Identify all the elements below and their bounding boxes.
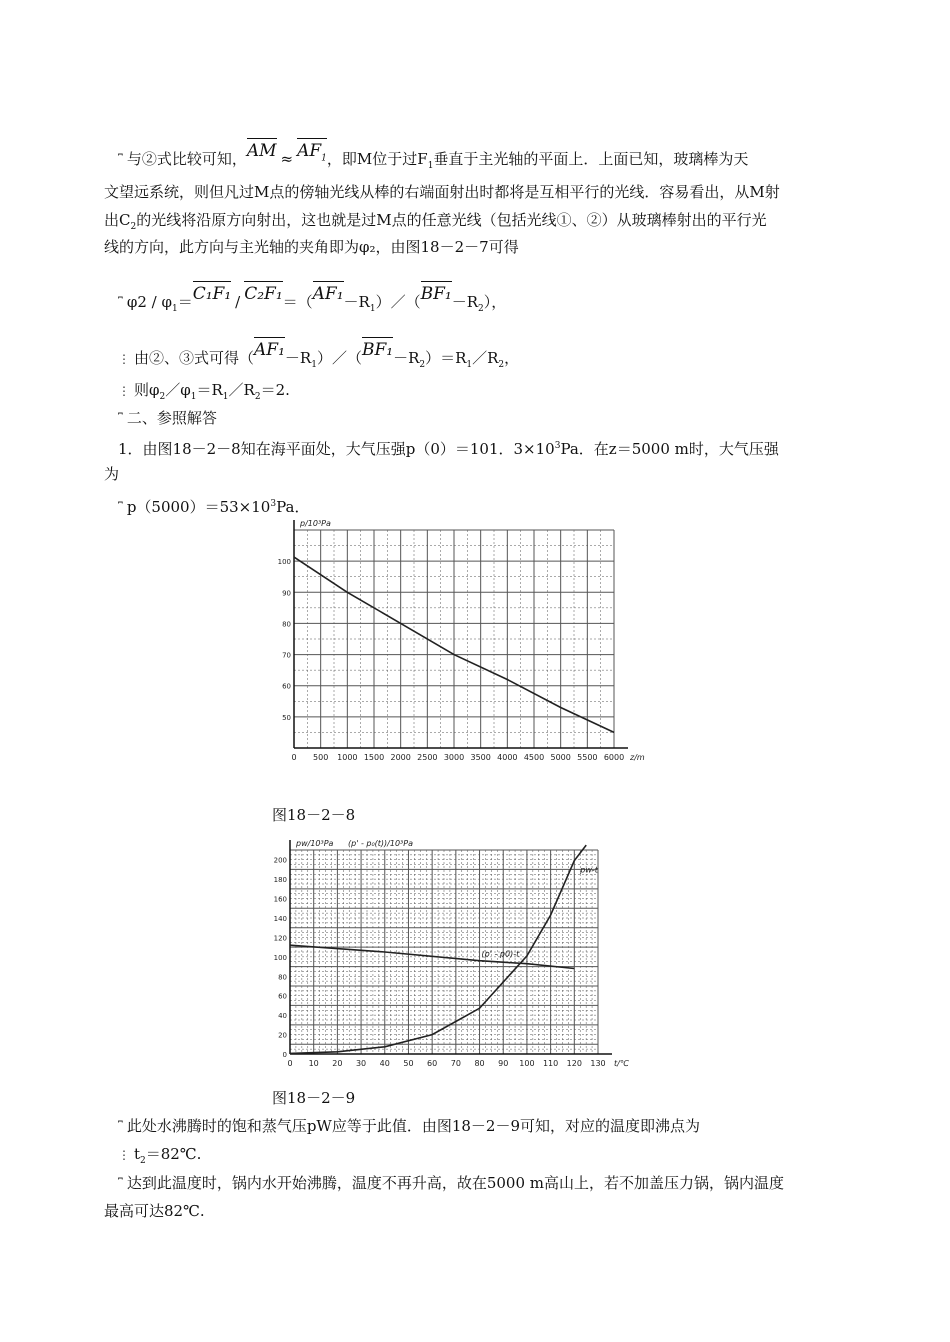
y-tick-label: 120 bbox=[273, 934, 287, 943]
x-tick-label: 5500 bbox=[577, 753, 598, 762]
text: ， bbox=[504, 349, 520, 367]
y-axis-label: p/10³Pa bbox=[300, 519, 331, 528]
x-axis-label: z/m bbox=[630, 753, 645, 762]
x-tick-label: 50 bbox=[403, 1059, 414, 1068]
paragraph-marker: ⎴ bbox=[118, 412, 123, 426]
text: 1．由图18－2－8知在海平面处，大气压强p（0）＝101．3×10 bbox=[118, 440, 555, 458]
paragraph-marker: ⎴ bbox=[118, 1177, 123, 1191]
paragraph-marker: ⎴ bbox=[118, 153, 123, 167]
x-tick-label: 6000 bbox=[603, 753, 625, 762]
section-heading bbox=[118, 408, 217, 429]
paragraph-line-6 bbox=[118, 1144, 201, 1171]
sub: 2 bbox=[159, 392, 166, 402]
text: 此处水沸腾时的饱和蒸气压pW应等于此值．由图18－2－9可知，对应的温度即沸点为 bbox=[126, 1117, 701, 1135]
y-tick-label: 180 bbox=[273, 876, 287, 885]
text: 文望远系统，则但凡过M点的傍轴光线从棒的右端面射出时都将是互相平行的光线．容易看出，从M射 bbox=[104, 183, 780, 201]
sub: 2 bbox=[419, 360, 426, 370]
text: 达到此温度时，锅内水开始沸腾，温度不再升高，故在5000 m高山上，若不加盖压力锅，锅内温度 bbox=[126, 1174, 784, 1192]
text: 由②、③式可得（ bbox=[134, 349, 255, 367]
x-tick-label: 80 bbox=[474, 1059, 485, 1068]
text: 与②式比较可知， bbox=[126, 150, 247, 168]
paragraph-marker: ⋮ bbox=[118, 1148, 130, 1162]
y-tick-label: 60 bbox=[278, 992, 287, 1001]
x-tick-label: 90 bbox=[498, 1059, 509, 1068]
y-tick-label: 140 bbox=[273, 915, 287, 923]
text: ／R bbox=[228, 381, 255, 399]
sub: 1 bbox=[190, 392, 197, 402]
figure-18-2-9-chart bbox=[272, 826, 642, 1076]
sup: 3 bbox=[270, 499, 277, 509]
paragraph-line-4 bbox=[104, 237, 519, 257]
text: 则φ bbox=[134, 381, 160, 399]
overline-am: AM bbox=[247, 137, 277, 161]
x-tick-label: 10 bbox=[308, 1059, 319, 1068]
x-tick-label: 60 bbox=[427, 1059, 438, 1068]
overline-af1: AF₁ bbox=[313, 280, 344, 304]
y-tick-label: 50 bbox=[282, 713, 291, 722]
x-tick-label: 120 bbox=[566, 1059, 582, 1068]
text: Pa．在z＝5000 m时，大气压强 bbox=[560, 440, 779, 458]
overline-bf1: BF₁ bbox=[421, 280, 452, 304]
text: ，即M位于过F bbox=[326, 150, 428, 168]
x-tick-label: 70 bbox=[450, 1059, 461, 1068]
paragraph-marker: ⋮ bbox=[118, 384, 130, 398]
sup: 3 bbox=[554, 441, 561, 451]
text: ＝ bbox=[177, 293, 193, 311]
question-1-line-2 bbox=[104, 464, 119, 484]
y-axis-label-2: (p' - p₀(t))/10³Pa bbox=[348, 839, 413, 848]
x-tick-label: 1500 bbox=[363, 753, 385, 762]
x-tick-label: 40 bbox=[379, 1059, 390, 1068]
y-tick-label: 100 bbox=[273, 953, 287, 962]
y-tick-label: 70 bbox=[282, 651, 291, 660]
text: ＝82℃. bbox=[145, 1145, 202, 1163]
text: －R bbox=[343, 293, 370, 311]
x-tick-label: 0 bbox=[291, 753, 297, 762]
sub: 2 bbox=[254, 392, 261, 402]
text: 为 bbox=[104, 465, 120, 483]
text: ）／（ bbox=[316, 349, 362, 367]
text: 垂直于主光轴的平面上．上面已知，玻璃棒为天 bbox=[433, 150, 749, 168]
text: 二、参照解答 bbox=[126, 409, 217, 427]
overline-af1 bbox=[297, 137, 327, 168]
sub: 2 bbox=[140, 1156, 146, 1166]
x-tick-label: 100 bbox=[519, 1059, 535, 1068]
text: 出C bbox=[104, 211, 131, 229]
text: 线的方向，此方向与主光轴的夹角即为φ₂，由图18－2－7可得 bbox=[104, 238, 519, 256]
question-1-line-3 bbox=[118, 494, 309, 518]
approx-sign: ≈ bbox=[280, 150, 294, 168]
sub: 2 bbox=[130, 222, 137, 232]
x-tick-label: 2500 bbox=[417, 753, 438, 762]
y-tick-label: 0 bbox=[282, 1051, 287, 1059]
x-tick-label: 3000 bbox=[443, 753, 465, 762]
sub: 2 bbox=[478, 304, 484, 314]
y-axis-label: pw/10³Pa bbox=[296, 839, 334, 848]
paragraph-marker: ⎴ bbox=[118, 1120, 123, 1134]
equation-2 bbox=[118, 336, 519, 375]
paragraph-line-2 bbox=[104, 182, 780, 202]
y-tick-label: 80 bbox=[282, 620, 291, 629]
text: －R bbox=[393, 349, 420, 367]
x-tick-label: 110 bbox=[542, 1059, 559, 1068]
sub: 1 bbox=[369, 304, 376, 314]
figure-18-2-8-caption: 图18－2－8 bbox=[272, 806, 356, 824]
text: ＝（ bbox=[282, 293, 313, 311]
x-axis-label: t/℃ bbox=[614, 1059, 629, 1068]
text: －R bbox=[284, 349, 312, 367]
equation-3 bbox=[118, 380, 290, 407]
overline-c2f1: C₂F₁ bbox=[244, 280, 282, 304]
x-tick-label: 20 bbox=[332, 1059, 343, 1068]
x-tick-label: 1000 bbox=[337, 753, 358, 762]
paragraph-line-1 bbox=[118, 137, 748, 176]
equation-1 bbox=[118, 280, 506, 319]
overline-af1: AF₁ bbox=[254, 336, 285, 360]
paragraph-line-3 bbox=[104, 210, 767, 237]
text: ）， bbox=[483, 293, 507, 311]
paragraph-marker: ⎴ bbox=[118, 296, 123, 310]
y-tick-label: 20 bbox=[278, 1031, 287, 1040]
text: 的光线将沿原方向射出，这也就是过M点的任意光线（包括光线①、②）从玻璃棒射出的平行光 bbox=[136, 211, 767, 229]
text: ／R bbox=[472, 349, 499, 367]
paragraph-line-5 bbox=[118, 1116, 700, 1137]
y-tick-label: 200 bbox=[273, 856, 287, 865]
af-text: AF bbox=[297, 141, 322, 161]
paragraph-marker: ⋮ bbox=[118, 352, 130, 366]
sub: 2 bbox=[498, 360, 505, 370]
text: p（5000）＝53×10 bbox=[126, 498, 271, 516]
y-tick-label: 90 bbox=[282, 589, 291, 598]
overline-c1f1: C₁F₁ bbox=[193, 280, 231, 304]
y-tick-label: 80 bbox=[278, 973, 287, 982]
x-tick-label: 5000 bbox=[550, 753, 571, 762]
text: 最高可达82℃. bbox=[104, 1202, 205, 1220]
text: Pa． bbox=[276, 498, 310, 516]
x-tick-label: 3500 bbox=[470, 753, 491, 762]
sub: 1 bbox=[466, 360, 473, 370]
series-label: pw-t bbox=[580, 865, 598, 875]
paragraph-line-8 bbox=[104, 1201, 205, 1221]
paragraph-marker: ⎴ bbox=[118, 501, 123, 515]
figure-18-2-8-chart bbox=[272, 518, 662, 778]
x-tick-label: 30 bbox=[355, 1059, 367, 1068]
sub: 1 bbox=[171, 304, 178, 314]
y-tick-label: 60 bbox=[282, 682, 291, 691]
text: ＝R bbox=[196, 381, 223, 399]
paragraph-line-7 bbox=[118, 1173, 784, 1194]
sub: 1 bbox=[427, 161, 434, 171]
y-tick-label: 40 bbox=[278, 1012, 287, 1021]
x-tick-label: 4500 bbox=[523, 753, 545, 762]
x-tick-label: 2000 bbox=[390, 753, 411, 762]
text: ／φ bbox=[165, 381, 191, 399]
text: / bbox=[235, 293, 241, 311]
series-label: (p' - p0)-t bbox=[481, 949, 520, 959]
x-tick-label: 0 bbox=[287, 1059, 293, 1068]
text: －R bbox=[451, 293, 478, 311]
figure-18-2-9-caption: 图18－2－9 bbox=[272, 1089, 356, 1107]
y-tick-label: 100 bbox=[277, 558, 291, 567]
text: ＝2. bbox=[260, 381, 290, 399]
x-tick-label: 500 bbox=[313, 753, 329, 762]
overline-bf1: BF₁ bbox=[362, 336, 393, 360]
text: ）＝R bbox=[425, 349, 467, 367]
question-1-line-1 bbox=[118, 436, 779, 459]
text: φ2 / φ bbox=[126, 293, 172, 311]
x-tick-label: 130 bbox=[590, 1059, 606, 1068]
sub: 1 bbox=[311, 360, 317, 370]
x-tick-label: 4000 bbox=[497, 753, 518, 762]
sub: 1 bbox=[222, 392, 229, 402]
text: ）／（ bbox=[375, 293, 421, 311]
y-tick-label: 160 bbox=[273, 895, 287, 904]
sub: 1 bbox=[321, 153, 327, 164]
text: t bbox=[134, 1145, 141, 1163]
